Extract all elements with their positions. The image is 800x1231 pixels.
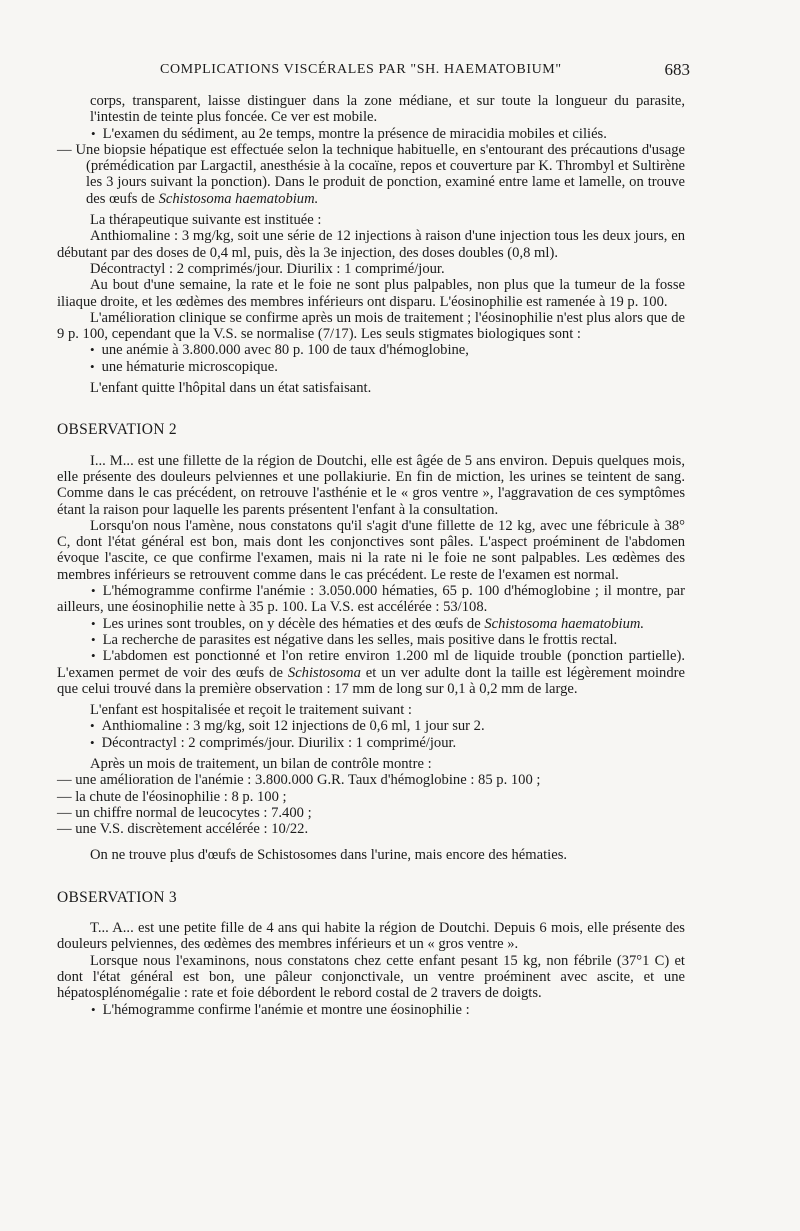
bullet-item: • Décontractyl : 2 comprimés/jour. Diurilix : 1 comprimé/jour. xyxy=(57,735,685,751)
paragraph-text: — Une biopsie hépatique est effectuée selon la technique habituelle, en s'entourant des précautions d'usage (prémédication par Largactil, anesthésie à la cocaïne, repos et couverture par K. Thrombyl et Sultirène les 3 jours suivant la ponction). Dans le produit de ponction, examiné entre lame et lamelle, on trouve des œufs de xyxy=(57,141,685,207)
paragraph-text: L'abdomen est ponctionné et l'on retire environ 1.200 ml de liquide trouble (ponction partielle). L'examen permet de voir des œufs de xyxy=(57,648,685,681)
bullet-paragraph: • L'hémogramme confirme l'anémie et montre une éosinophilie : xyxy=(57,1002,685,1018)
paragraph-text: Les urines sont troubles, on y décèle des hématies et des œufs de xyxy=(102,615,485,632)
bullet-paragraph: • L'hémogramme confirme l'anémie : 3.050.000 hématies, 65 p. 100 d'hémoglobine ; il montre, par ailleurs, une éosinophilie nette à 35 p. 100. La V.S. est accélérée : 53/108. xyxy=(57,583,685,616)
species-name: Schistosoma haematobium. xyxy=(158,190,319,207)
species-name: Schistosoma haematobium. xyxy=(484,615,645,632)
page-number: 683 xyxy=(664,60,690,79)
dash-item: — une amélioration de l'anémie : 3.800.000 G.R. Taux d'hémoglobine : 85 p. 100 ; xyxy=(57,772,541,789)
dash-item: — un chiffre normal de leucocytes : 7.400 ; xyxy=(57,804,312,821)
paragraph: On ne trouve plus d'œufs de Schistosomes dans l'urine, mais encore des hématies. xyxy=(90,847,568,864)
paragraph: Décontractyl : 2 comprimés/jour. Diurilix : 1 comprimé/jour. xyxy=(90,260,445,277)
paragraph: I... M... est une fillette de la région de Doutchi, elle est âgée de 5 ans environ. Depuis quelques mois, elle présente des douleurs pelviennes et une pollakiurie. En fin de miction, les urines se teintent de sang. Comme dans le cas précédent, on retrouve l'asthénie et le « gros ventre », l'aggravation de ces symptômes étant la raison pour laquelle les parents présentent l'enfant à la consultation. xyxy=(57,452,685,518)
bullet-item: • une hématurie microscopique. xyxy=(57,359,685,375)
paragraph-text: et un ver adulte dont la taille est légèrement moindre que celui trouvé dans la première observation : 17 mm de long sur 0,1 à 0,2 mm de large. xyxy=(57,664,685,697)
section-heading: OBSERVATION 2 xyxy=(57,421,177,439)
bullet-item: • Anthiomaline : 3 mg/kg, soit 12 injections de 0,6 ml, 1 jour sur 2. xyxy=(57,718,685,734)
paragraph: L'enfant quitte l'hôpital dans un état satisfaisant. xyxy=(90,380,372,397)
section-heading: OBSERVATION 3 xyxy=(57,888,177,906)
paragraph: Lorsque nous l'examinons, nous constatons chez cette enfant pesant 15 kg, non fébrile (37°1 C) et dont l'état général est bon, une pâleur conjonctivale, un ventre proéminent avec ascite, et une hépatosplénomégalie : rate et foie débordent le rebord costal de 2 travers de doigts. xyxy=(57,952,685,1002)
bullet-paragraph: • La recherche de parasites est négative dans les selles, mais positive dans le frottis rectal. xyxy=(57,632,685,648)
dash-paragraph xyxy=(57,142,685,207)
paragraph: Anthiomaline : 3 mg/kg, soit une série de 12 injections à raison d'une injection tous les deux jours, en débutant par des doses de 0,4 ml, puis, dès la 3e injection, des doses doubles (0,8 ml). xyxy=(57,228,685,261)
paragraph: T... A... est une petite fille de 4 ans qui habite la région de Doutchi. Depuis 6 mois, elle présente des douleurs pelviennes, des œdèmes des membres inférieurs et un « gros ventre ». xyxy=(57,920,685,953)
paragraph: Au bout d'une semaine, la rate et le foie ne sont plus palpables, non plus que la tumeur de la fosse iliaque droite, et les œdèmes des membres inférieurs ont disparu. L'éosinophilie est ramenée à 19 p. 100. xyxy=(57,277,685,310)
dash-item: — une V.S. discrètement accélérée : 10/22. xyxy=(57,821,309,838)
paragraph: L'amélioration clinique se confirme après un mois de traitement ; l'éosinophilie n'est plus alors que de 9 p. 100, cependant que la V.S. se normalise (7/17). Les seuls stigmates biologiques sont : xyxy=(57,309,685,343)
bullet-paragraph: • L'examen du sédiment, au 2e temps, montre la présence de miracidia mobiles et ciliés. xyxy=(57,126,685,142)
page-header xyxy=(160,60,690,82)
paragraph: Lorsqu'on nous l'amène, nous constatons qu'il s'agit d'une fillette de 12 kg, avec une fébricule à 38° C, dont l'état général est bon, mais dont les conjonctives sont pâles. L'aspect proéminent de l'abdomen évoque l'ascite, ce que confirme l'examen, mais ni la rate ni le foie ne sont palpables. Les œdèmes des membres inférieurs se retrouvent comme dans le cas précédent. Le reste de l'examen est normal. xyxy=(57,517,685,583)
dash-item: — la chute de l'éosinophilie : 8 p. 100 ; xyxy=(57,788,287,805)
paragraph: corps, transparent, laisse distinguer dans la zone médiane, et sur toute la longueur du parasite, l'intestin de teinte plus foncée. Ce ver est mobile. xyxy=(90,93,685,126)
bullet-paragraph xyxy=(57,616,685,632)
document-body xyxy=(57,93,685,1018)
paragraph: La thérapeutique suivante est instituée : xyxy=(90,212,322,229)
paragraph: Après un mois de traitement, un bilan de contrôle montre : xyxy=(90,755,432,772)
running-title: COMPLICATIONS VISCÉRALES PAR "SH. HAEMATOBIUM" xyxy=(160,62,562,77)
bullet-item: • une anémie à 3.800.000 avec 80 p. 100 de taux d'hémoglobine, xyxy=(57,342,685,358)
bullet-paragraph xyxy=(57,648,685,697)
genus-name: Schistosoma xyxy=(287,664,361,681)
paragraph: L'enfant est hospitalisée et reçoit le traitement suivant : xyxy=(90,702,412,719)
